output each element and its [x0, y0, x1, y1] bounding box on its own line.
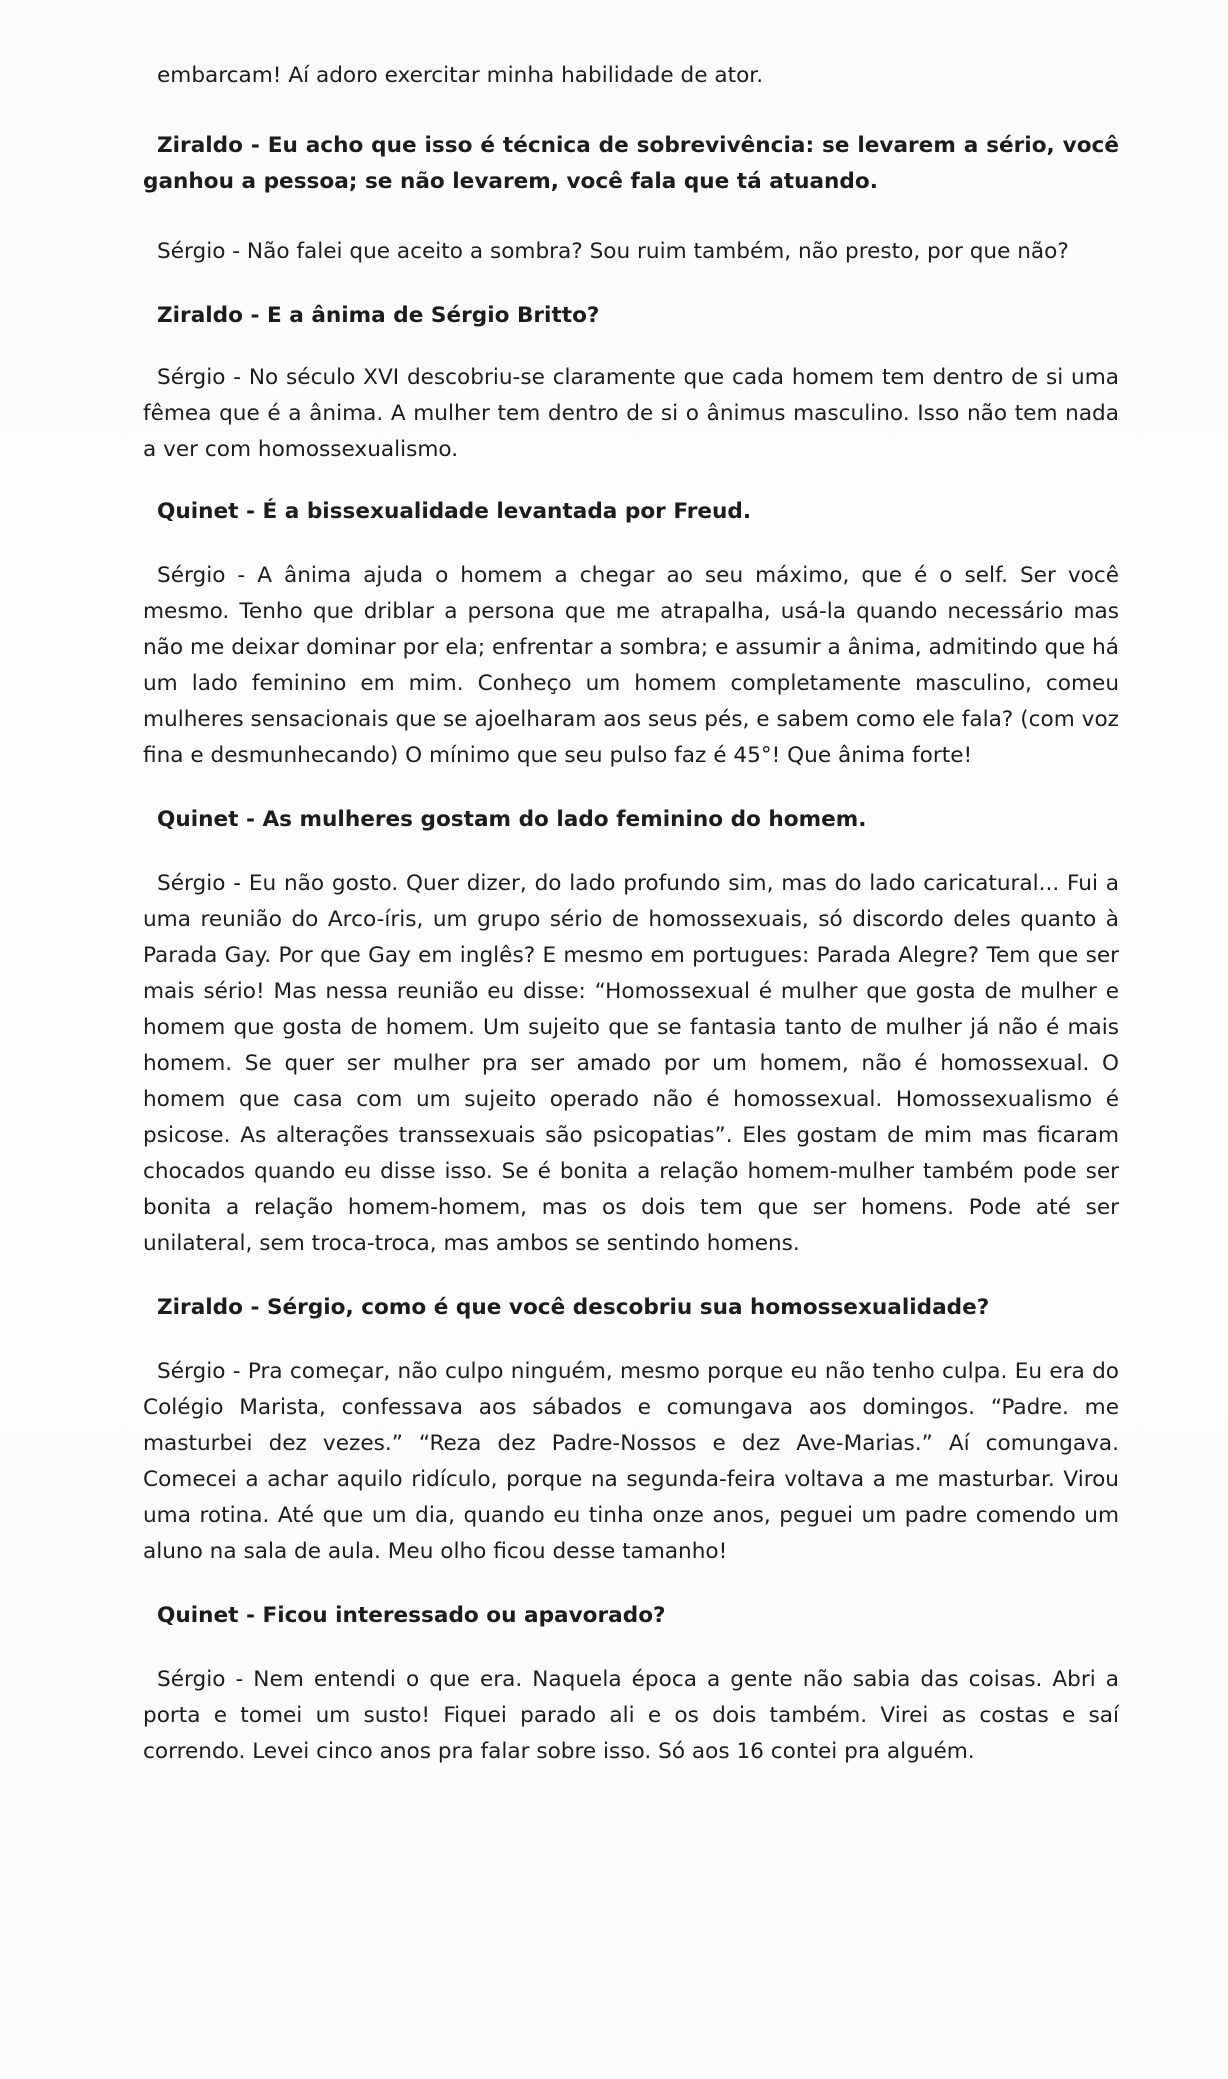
answer-paragraph: Sérgio - Nem entendi o que era. Naquela época a gente não sabia das coisas. Abri a porta e tomei um susto! Fiquei parado ali e os dois também. Virei as costas e saí correndo. Levei cinco anos pra falar sobre isso. Só aos 16 contei pra alguém. [143, 1667, 1119, 1764]
question-paragraph: Quinet - Ficou interessado ou apavorado? [157, 1603, 666, 1628]
question-paragraph: Ziraldo - Sérgio, como é que você descobriu sua homossexualidade? [157, 1295, 990, 1320]
answer-paragraph: Sérgio - Pra começar, não culpo ninguém, mesmo porque eu não tenho culpa. Eu era do Colégio Marista, confessava aos sábados e comungava aos domingos. “Padre. me masturbei dez vezes.” “Reza dez Padre-Nossos e dez Ave-Marias.” Aí comungava. Comecei a achar aquilo ridículo, porque na segunda-feira voltava a me masturbar. Virou uma rotina. Até que um dia, quando eu tinha onze anos, peguei um padre comendo um aluno na sala de aula. Meu olho ficou desse tamanho! [143, 1359, 1119, 1564]
answer-paragraph: embarcam! Aí adoro exercitar minha habilidade de ator. [157, 63, 764, 88]
question-paragraph: Ziraldo - Eu acho que isso é técnica de sobrevivência: se levarem a sério, você ganhou a pessoa; se não levarem, você fala que tá atuando. [143, 133, 1119, 194]
question-paragraph: Ziraldo - E a ânima de Sérgio Britto? [157, 303, 600, 328]
answer-paragraph: Sérgio - No século XVI descobriu-se claramente que cada homem tem dentro de si uma fêmea que é a ânima. A mulher tem dentro de si o ânimus masculino. Isso não tem nada a ver com homossexualismo. [143, 365, 1119, 462]
answer-paragraph: Sérgio - Não falei que aceito a sombra? Sou ruim também, não presto, por que não? [157, 239, 1069, 264]
interview-text [143, 58, 1119, 1770]
question-paragraph: Quinet - É a bissexualidade levantada por Freud. [157, 499, 752, 524]
answer-paragraph: Sérgio - A ânima ajuda o homem a chegar ao seu máximo, que é o self. Ser você mesmo. Tenho que driblar a persona que me atrapalha, usá-la quando necessário mas não me deixar dominar por ela; enfrentar a sombra; e assumir a ânima, admitindo que há um lado feminino em mim. Conheço um homem completamente masculino, comeu mulheres sensacionais que se ajoelharam aos seus pés, e sabem como ele fala? (com voz fina e desmunhecando) O mínimo que seu pulso faz é 45°! Que ânima forte! [143, 563, 1119, 768]
question-paragraph: Quinet - As mulheres gostam do lado feminino do homem. [157, 807, 867, 832]
answer-paragraph: Sérgio - Eu não gosto. Quer dizer, do lado profundo sim, mas do lado caricatural... Fui a uma reunião do Arco-íris, um grupo sério de homossexuais, só discordo deles quanto à Parada Gay. Por que Gay em inglês? E mesmo em portugues: Parada Alegre? Tem que ser mais sério! Mas nessa reunião eu disse: “Homossexual é mulher que gosta de mulher e homem que gosta de homem. Um sujeito que se fantasia tanto de mulher já não é mais homem. Se quer ser mulher pra ser amado por um homem, não é homossexual. O homem que casa com um sujeito operado não é homossexual. Homossexualismo é psicose. As alterações transsexuais são psicopatias”. Eles gostam de mim mas ficaram chocados quando eu disse isso. Se é bonita a relação homem-mulher também pode ser bonita a relação homem-homem, mas os dois tem que ser homens. Pode até ser unilateral, sem troca-troca, mas ambos se sentindo homens. [143, 871, 1119, 1256]
